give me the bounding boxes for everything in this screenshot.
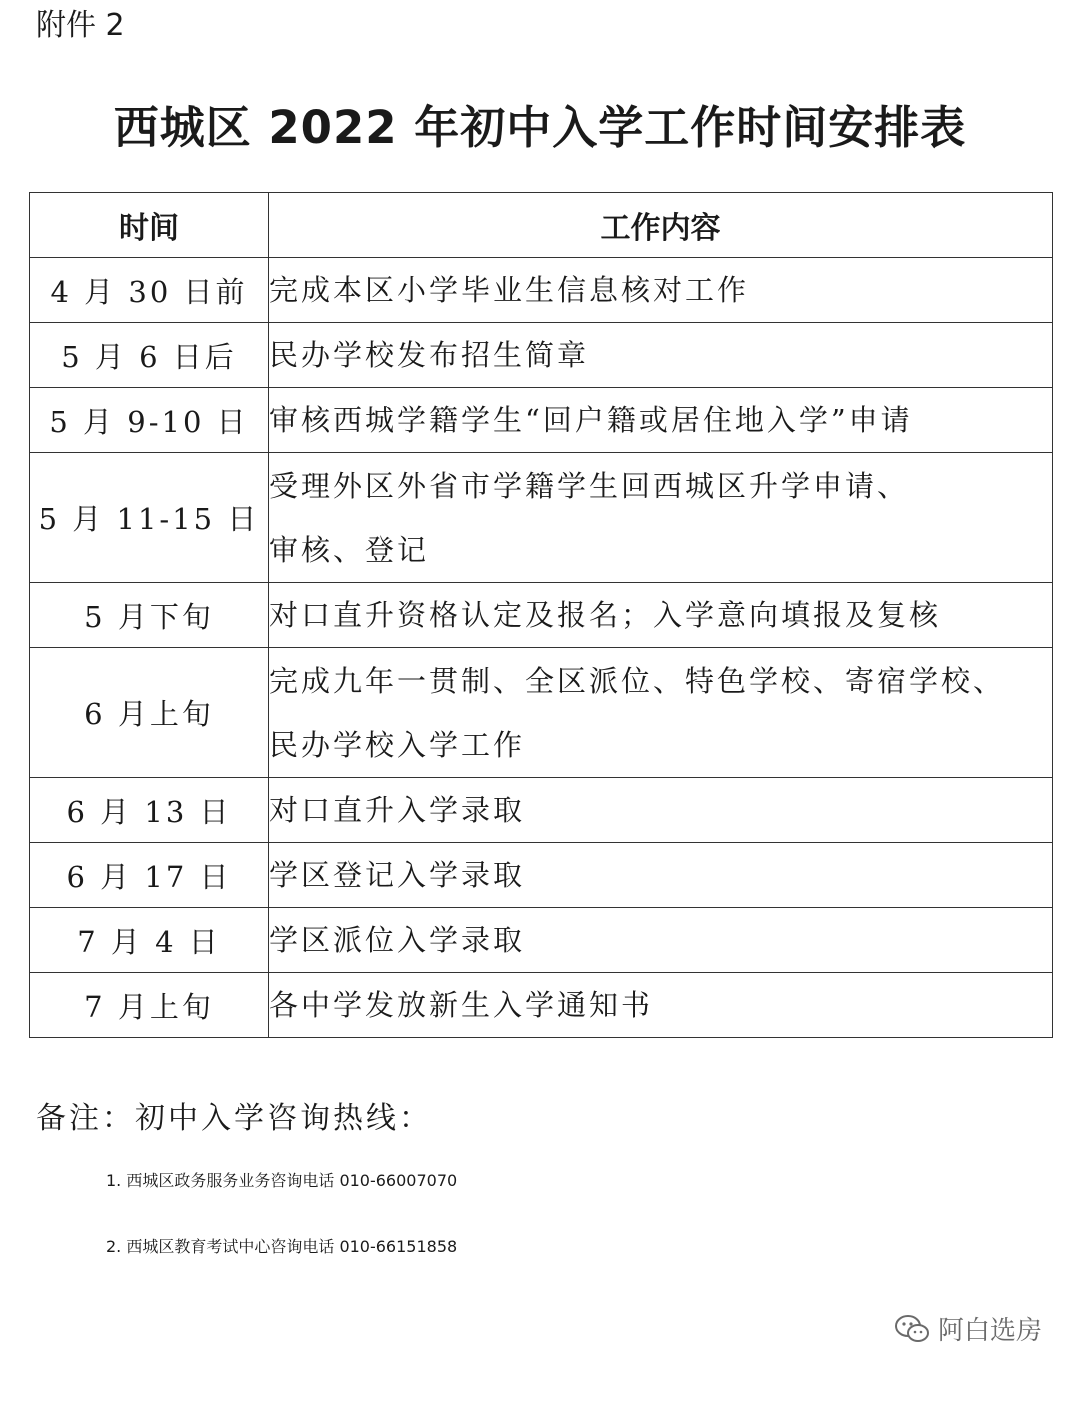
notes-section (36, 1092, 432, 1146)
header-time: 时间 (30, 193, 269, 258)
row-content (269, 258, 1053, 323)
content-line: 各中学发放新生入学通知书 (269, 988, 654, 1022)
table-row (30, 648, 1053, 778)
row-time: 4 月 30 日前 (30, 258, 269, 323)
content-line: 完成九年一贯制、全区派位、特色学校、寄宿学校、 (269, 663, 1006, 698)
content-line: 审核西城学籍学生“回户籍或居住地入学”申请 (269, 403, 913, 437)
table-row (30, 258, 1053, 323)
row-time: 6 月 17 日 (30, 843, 269, 908)
content-line: 民办学校入学工作 (269, 727, 526, 762)
table-row (30, 388, 1053, 453)
page-title: 西城区 2022 年初中入学工作时间安排表 (113, 101, 967, 154)
hotline-item: 2. 西城区教育考试中心咨询电话 010-66151858 (106, 1237, 458, 1256)
row-content (269, 453, 1053, 583)
row-content (269, 323, 1053, 388)
attachment-label: 附件 2 (36, 8, 125, 43)
row-time: 6 月上旬 (30, 648, 269, 778)
row-time: 6 月 13 日 (30, 778, 269, 843)
row-content (269, 388, 1053, 453)
content-line: 完成本区小学毕业生信息核对工作 (269, 273, 750, 307)
row-content (269, 583, 1053, 648)
row-content (269, 778, 1053, 843)
table-row (30, 583, 1053, 648)
table-row (30, 778, 1053, 843)
watermark-text: 阿白选房 (937, 1316, 1042, 1346)
notes-heading: 备注：初中入学咨询热线： (36, 1101, 432, 1136)
table-header-row (30, 193, 1053, 258)
content-line: 对口直升入学录取 (269, 793, 526, 827)
row-content (269, 908, 1053, 973)
hotline-item: 1. 西城区政务服务业务咨询电话 010-66007070 (106, 1171, 458, 1190)
row-time: 5 月下旬 (30, 583, 269, 648)
row-time: 7 月上旬 (30, 973, 269, 1038)
content-line: 民办学校发布招生简章 (269, 338, 590, 372)
table-row (30, 453, 1053, 583)
content-line: 学区登记入学录取 (269, 858, 526, 892)
row-content (269, 843, 1053, 908)
content-line: 对口直升资格认定及报名；入学意向填报及复核 (269, 598, 942, 632)
table-row (30, 843, 1053, 908)
table-row (30, 908, 1053, 973)
header-content: 工作内容 (269, 193, 1053, 258)
row-time: 7 月 4 日 (30, 908, 269, 973)
row-content (269, 973, 1053, 1038)
row-time: 5 月 11-15 日 (30, 453, 269, 583)
content-line: 受理外区外省市学籍学生回西城区升学申请、 (269, 468, 910, 503)
row-content (269, 648, 1053, 778)
content-line: 审核、登记 (269, 532, 430, 567)
wechat-icon (894, 1314, 930, 1344)
table-row (30, 973, 1053, 1038)
watermark (894, 1310, 1042, 1347)
row-time: 5 月 6 日后 (30, 323, 269, 388)
schedule-table (29, 192, 1053, 1038)
table-row (30, 323, 1053, 388)
row-time: 5 月 9-10 日 (30, 388, 269, 453)
content-line: 学区派位入学录取 (269, 923, 526, 957)
